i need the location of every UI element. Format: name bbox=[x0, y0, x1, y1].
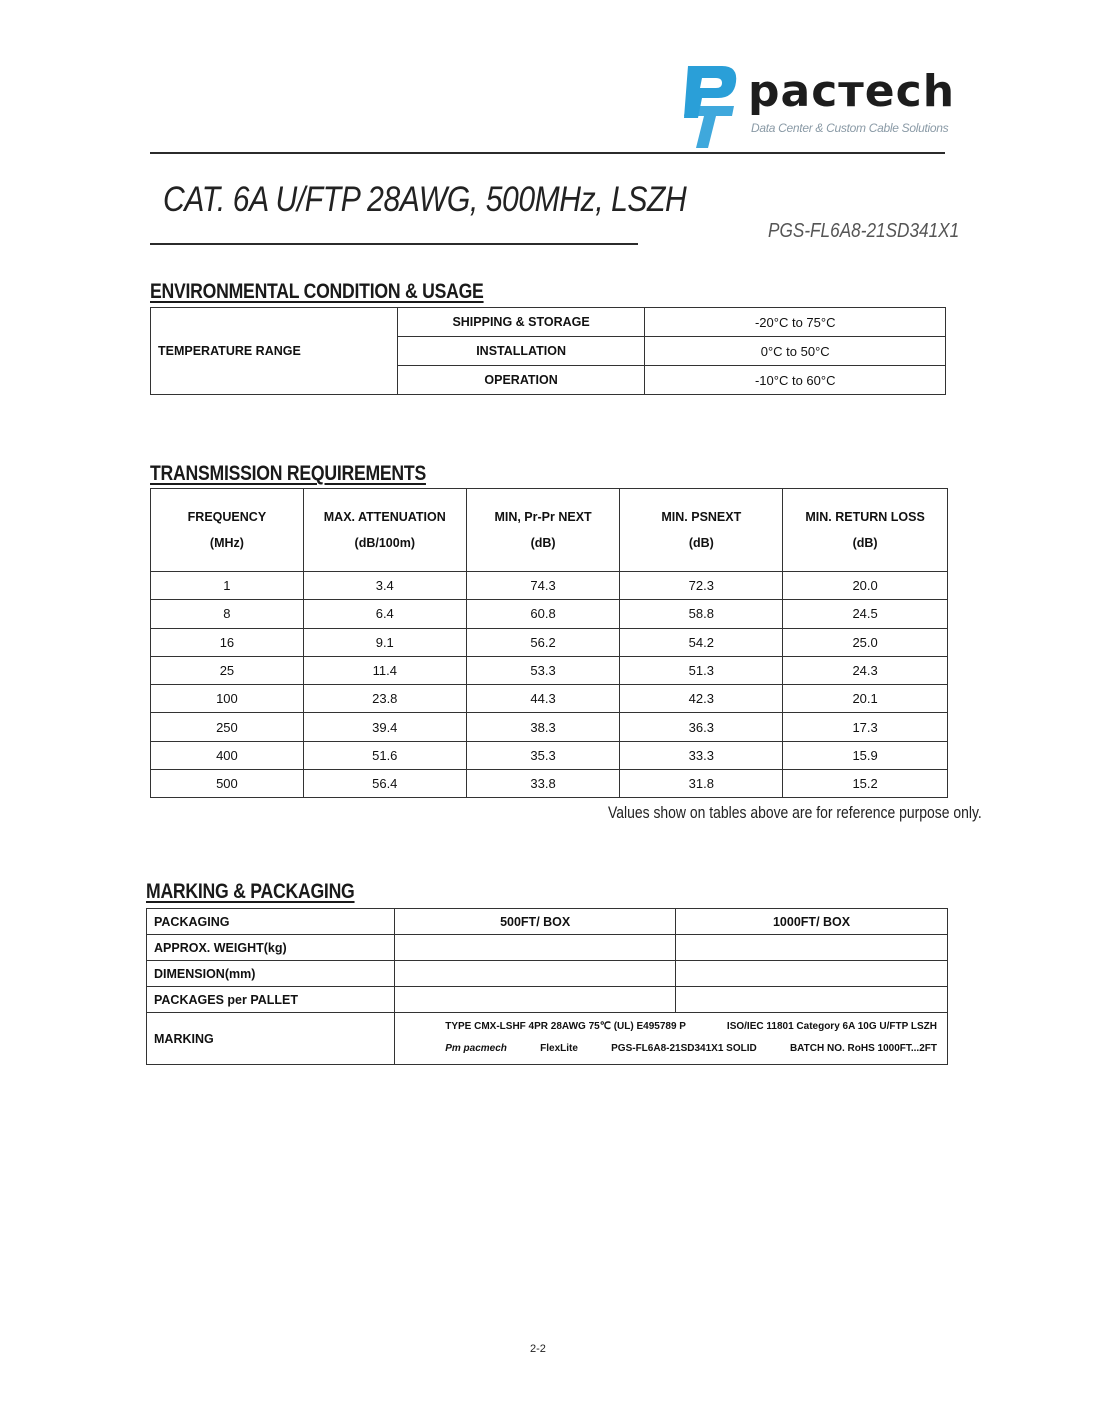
table-cell bbox=[676, 961, 948, 987]
marking-text: TYPE CMX-LSHF 4PR 28AWG 75℃ (UL) E495789 P ISO/IEC 11801 Category 6A 10G U/FTP LSZH Pт pacтech FlexLite PGS-FL6A8-21SD341X1 SOLID BATCH NO. RoHS 1000FT...2FT bbox=[395, 1013, 948, 1065]
table-cell bbox=[676, 935, 948, 961]
marking-label: MARKING bbox=[147, 1013, 395, 1065]
column-header: MIN, Pr-Pr NEXT (dB) bbox=[466, 489, 620, 572]
table-cell: 42.3 bbox=[620, 685, 783, 713]
table-cell: 1 bbox=[151, 572, 304, 600]
table-row bbox=[151, 656, 948, 684]
table-cell: 500 bbox=[151, 770, 304, 798]
table-cell: 9.1 bbox=[303, 628, 466, 656]
table-cell bbox=[395, 987, 676, 1013]
table-cell: 35.3 bbox=[466, 741, 620, 769]
pactech-logo-icon bbox=[678, 62, 742, 150]
table-cell: 16 bbox=[151, 628, 304, 656]
table-cell: 25.0 bbox=[783, 628, 948, 656]
table-cell: 23.8 bbox=[303, 685, 466, 713]
table-cell: 72.3 bbox=[620, 572, 783, 600]
table-cell: 11.4 bbox=[303, 656, 466, 684]
table-cell: 74.3 bbox=[466, 572, 620, 600]
table-cell: 58.8 bbox=[620, 600, 783, 628]
table-cell bbox=[395, 961, 676, 987]
table-cell: 3.4 bbox=[303, 572, 466, 600]
table-row bbox=[147, 1013, 948, 1065]
table-cell: 15.9 bbox=[783, 741, 948, 769]
table-row bbox=[151, 741, 948, 769]
table-cell: 20.1 bbox=[783, 685, 948, 713]
box-500-header: 500FT/ BOX bbox=[395, 909, 676, 935]
table-cell: 15.2 bbox=[783, 770, 948, 798]
table-cell: 38.3 bbox=[466, 713, 620, 741]
table-cell: 17.3 bbox=[783, 713, 948, 741]
table-cell: PACKAGES per PALLET bbox=[147, 987, 395, 1013]
table-row bbox=[147, 935, 948, 961]
column-header: MIN. PSNEXT (dB) bbox=[620, 489, 783, 572]
table-cell: 31.8 bbox=[620, 770, 783, 798]
table-cell: 33.8 bbox=[466, 770, 620, 798]
range-cell: -20°C to 75°C bbox=[645, 308, 946, 337]
condition-cell: INSTALLATION bbox=[397, 337, 645, 366]
table-cell: DIMENSION(mm) bbox=[147, 961, 395, 987]
table-cell: 33.3 bbox=[620, 741, 783, 769]
table-header-row bbox=[151, 489, 948, 572]
table-row bbox=[151, 685, 948, 713]
table-row bbox=[151, 572, 948, 600]
table-cell: 100 bbox=[151, 685, 304, 713]
table-cell: 44.3 bbox=[466, 685, 620, 713]
table-cell: 6.4 bbox=[303, 600, 466, 628]
temperature-range-label: TEMPERATURE RANGE bbox=[151, 308, 398, 395]
column-header: MAX. ATTENUATION (dB/100m) bbox=[303, 489, 466, 572]
condition-cell: SHIPPING & STORAGE bbox=[397, 308, 645, 337]
brand-tagline: Data Center & Custom Cable Solutions bbox=[751, 121, 949, 135]
table-cell: 51.6 bbox=[303, 741, 466, 769]
table-cell: 36.3 bbox=[620, 713, 783, 741]
table-cell: 60.8 bbox=[466, 600, 620, 628]
section-heading-transmission: TRANSMISSION REQUIREMENTS bbox=[150, 462, 426, 485]
condition-cell: OPERATION bbox=[397, 366, 645, 395]
column-header: FREQUENCY (MHz) bbox=[151, 489, 304, 572]
table-row bbox=[151, 770, 948, 798]
table-cell bbox=[676, 987, 948, 1013]
table-cell bbox=[395, 935, 676, 961]
section-heading-environmental: ENVIRONMENTAL CONDITION & USAGE bbox=[150, 280, 484, 303]
environmental-table bbox=[150, 307, 946, 395]
table-cell: 24.3 bbox=[783, 656, 948, 684]
title-underline bbox=[150, 243, 638, 245]
brand-name: pacтech bbox=[748, 66, 956, 117]
range-cell: 0°C to 50°C bbox=[645, 337, 946, 366]
table-row bbox=[147, 961, 948, 987]
table-cell: 400 bbox=[151, 741, 304, 769]
reference-note: Values show on tables above are for reference purpose only. bbox=[608, 803, 982, 822]
product-title: CAT. 6A U/FTP 28AWG, 500MHz, LSZH bbox=[163, 180, 687, 219]
packaging-label: PACKAGING bbox=[147, 909, 395, 935]
table-cell: 56.2 bbox=[466, 628, 620, 656]
page-number: 2-2 bbox=[530, 1343, 546, 1355]
table-cell: 25 bbox=[151, 656, 304, 684]
header-rule bbox=[150, 152, 945, 154]
table-cell: APPROX. WEIGHT(kg) bbox=[147, 935, 395, 961]
section-heading-marking: MARKING & PACKAGING bbox=[146, 880, 355, 903]
table-cell: 51.3 bbox=[620, 656, 783, 684]
table-cell: 39.4 bbox=[303, 713, 466, 741]
table-cell: 56.4 bbox=[303, 770, 466, 798]
box-1000-header: 1000FT/ BOX bbox=[676, 909, 948, 935]
table-cell: 24.5 bbox=[783, 600, 948, 628]
table-row bbox=[151, 600, 948, 628]
marking-table bbox=[146, 908, 948, 1065]
transmission-table bbox=[150, 488, 948, 798]
range-cell: -10°C to 60°C bbox=[645, 366, 946, 395]
part-number: PGS-FL6A8-21SD341X1 bbox=[768, 220, 960, 242]
table-cell: 8 bbox=[151, 600, 304, 628]
table-header-row bbox=[147, 909, 948, 935]
table-cell: 20.0 bbox=[783, 572, 948, 600]
column-header: MIN. RETURN LOSS (dB) bbox=[783, 489, 948, 572]
table-cell: 250 bbox=[151, 713, 304, 741]
table-row bbox=[151, 713, 948, 741]
table-cell: 54.2 bbox=[620, 628, 783, 656]
table-row bbox=[151, 308, 946, 337]
table-row bbox=[147, 987, 948, 1013]
table-cell: 53.3 bbox=[466, 656, 620, 684]
table-row bbox=[151, 628, 948, 656]
